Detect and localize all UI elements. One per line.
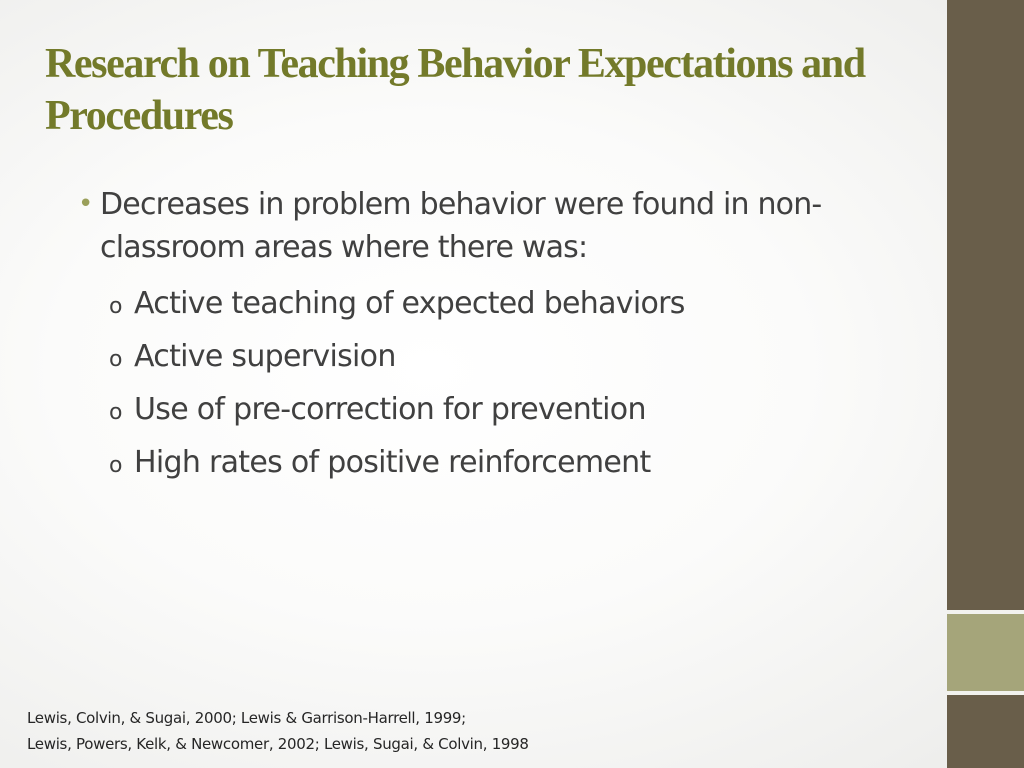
bullet-dot-icon: • bbox=[78, 189, 93, 219]
sub-bullet-item bbox=[78, 383, 918, 436]
slide-title: Research on Teaching Behavior Expectations and Procedures bbox=[45, 41, 865, 139]
circle-bullet-icon: o bbox=[109, 400, 122, 425]
slide-body bbox=[78, 183, 918, 489]
citation-footer bbox=[27, 705, 529, 757]
sub-bullet-list bbox=[78, 277, 918, 489]
circle-bullet-icon: o bbox=[109, 347, 122, 372]
citation-line: Lewis, Colvin, & Sugai, 2000; Lewis & Garrison-Harrell, 1999; bbox=[27, 709, 466, 727]
sub-bullet-text: Use of pre-correction for prevention bbox=[134, 392, 646, 427]
circle-bullet-icon: o bbox=[109, 294, 122, 319]
circle-bullet-icon: o bbox=[109, 453, 122, 478]
sub-bullet-item bbox=[78, 436, 918, 489]
sub-bullet-text: Active supervision bbox=[134, 339, 396, 374]
sub-bullet-text: High rates of positive reinforcement bbox=[134, 445, 651, 480]
side-bar-divider bbox=[947, 691, 1024, 695]
main-bullet-text: Decreases in problem behavior were found in non-classroom areas where there was: bbox=[100, 187, 822, 265]
sub-bullet-item bbox=[78, 277, 918, 330]
citation-line: Lewis, Powers, Kelk, & Newcomer, 2002; Lewis, Sugai, & Colvin, 1998 bbox=[27, 735, 529, 753]
sub-bullet-text: Active teaching of expected behaviors bbox=[134, 286, 685, 321]
sub-bullet-item bbox=[78, 330, 918, 383]
main-bullet bbox=[78, 183, 918, 269]
decorative-side-accent bbox=[947, 614, 1024, 691]
